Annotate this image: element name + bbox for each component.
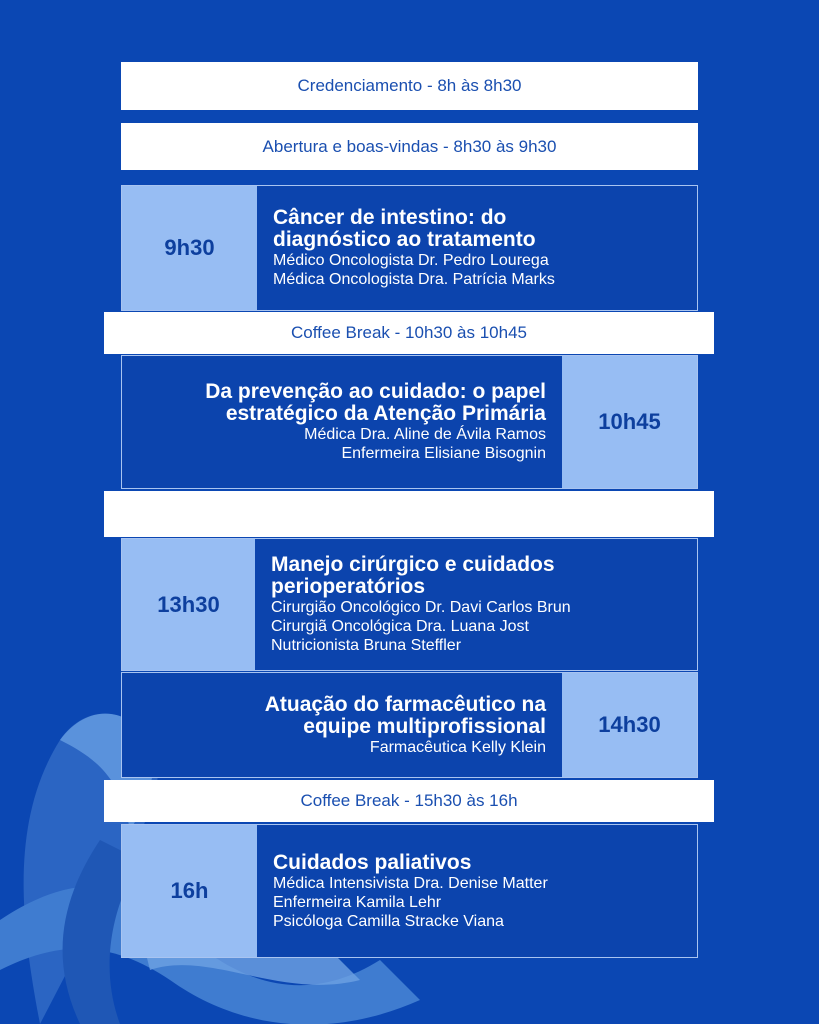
session-speaker: Cirurgião Oncológico Dr. Davi Carlos Brun [271,599,571,616]
session-speaker: Farmacêutica Kelly Klein [369,738,546,756]
session-card [121,185,698,311]
session-speaker: Psicóloga Camilla Stracke Viana [273,912,504,930]
session-speaker: Médica Oncologista Dra. Patrícia Marks [273,271,555,288]
session-title: estratégico da Atenção Primária [225,402,546,425]
session-title: Cuidados paliativos [273,850,472,874]
session-title: Câncer de intestino: do [273,206,507,229]
session-title: equipe multiprofissional [303,714,546,738]
coffee-break-bar: Coffee Break - 10h30 às 10h45 [104,312,714,354]
session-speaker: Nutricionista Bruna Steffler [271,637,462,654]
session-speaker: Médico Oncologista Dr. Pedro Lourega [273,252,549,269]
session-time: 14h30 [562,673,697,777]
session-content [257,825,697,957]
session-content [122,673,562,777]
session-content [255,539,697,670]
session-content [257,186,697,310]
abertura-bar: Abertura e boas-vindas - 8h30 às 9h30 [121,123,698,170]
session-title: diagnóstico ao tratamento [273,228,536,251]
session-title: perioperatórios [271,575,426,598]
session-speaker: Médica Intensivista Dra. Denise Matter [273,874,548,892]
session-title: Manejo cirúrgico e cuidados [271,553,555,576]
session-title: Da prevenção ao cuidado: o papel [205,380,546,403]
session-content [122,356,562,488]
empty-bar [104,491,714,537]
session-speaker: Médica Dra. Aline de Ávila Ramos [304,426,546,443]
session-speaker: Enfermeira Elisiane Bisognin [341,445,546,462]
session-card [121,672,698,778]
session-speaker: Enfermeira Kamila Lehr [273,893,442,911]
session-title: Atuação do farmacêutico na [264,692,546,716]
session-speaker: Cirurgiã Oncológica Dra. Luana Jost [271,618,529,635]
coffee-break-bar: Coffee Break - 15h30 às 16h [104,780,714,822]
session-time: 16h [122,825,257,957]
session-time: 10h45 [562,356,697,488]
session-card [121,355,698,489]
session-time: 13h30 [122,539,255,670]
session-card [121,824,698,958]
session-time: 9h30 [122,186,257,310]
session-card [121,538,698,671]
credenciamento-bar: Credenciamento - 8h às 8h30 [121,62,698,110]
